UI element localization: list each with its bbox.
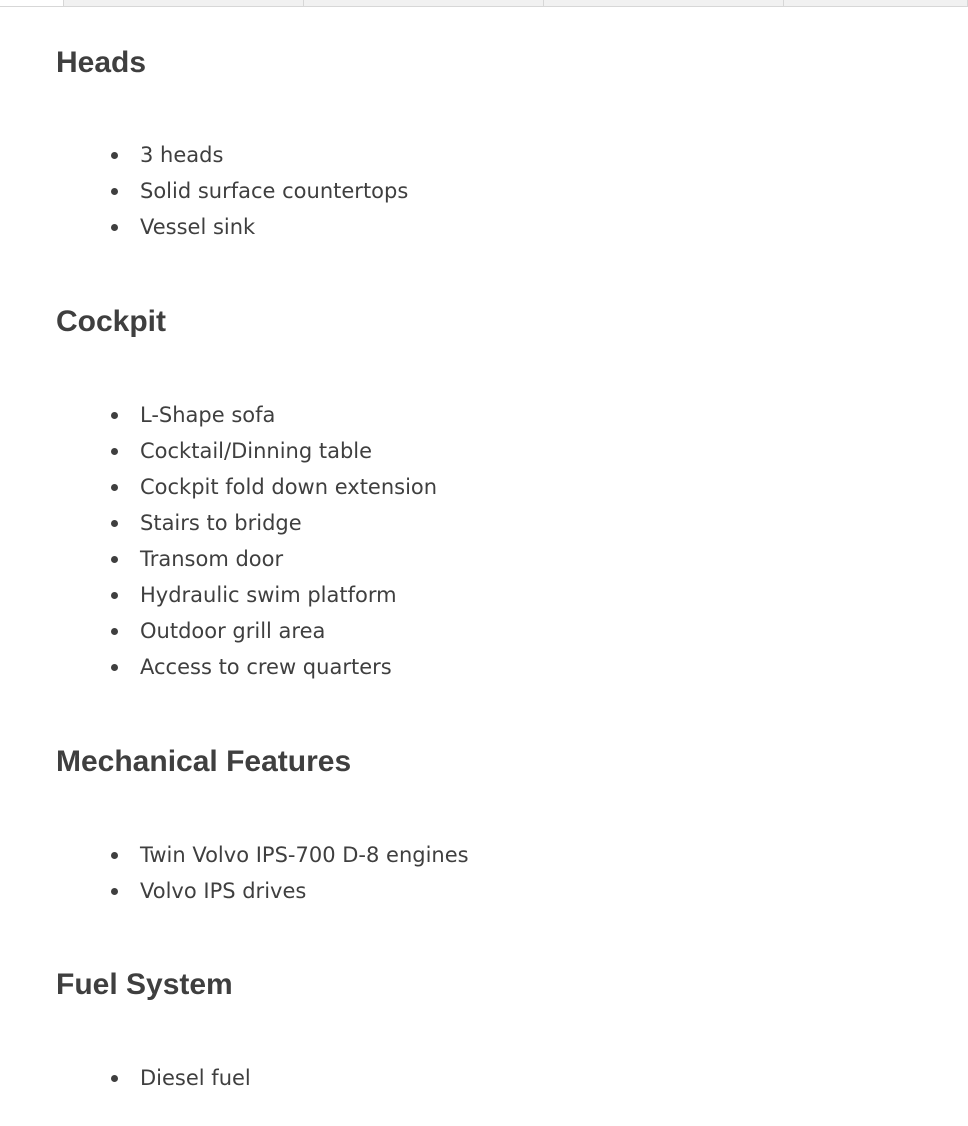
list-item-label: Volvo IPS drives: [140, 879, 307, 903]
bullet-icon: [111, 664, 118, 671]
bullet-icon: [111, 412, 118, 419]
bullet-icon: [111, 592, 118, 599]
list-item-label: L-Shape sofa: [140, 403, 276, 427]
bullet-icon: [111, 520, 118, 527]
bullet-icon: [111, 852, 118, 859]
heads-list: [0, 137, 408, 245]
list-item: [0, 613, 437, 649]
list-item: [0, 505, 437, 541]
cockpit-list: [0, 397, 437, 685]
list-item-label: Transom door: [140, 547, 284, 571]
bullet-icon: [111, 484, 118, 491]
list-item-label: Vessel sink: [140, 215, 256, 239]
list-item: [0, 577, 437, 613]
bullet-icon: [111, 152, 118, 159]
list-item-label: Solid surface countertops: [140, 179, 409, 203]
tab-5[interactable]: [784, 0, 968, 6]
list-item: [0, 209, 408, 245]
list-item: [0, 649, 437, 685]
list-item-label: Diesel fuel: [140, 1066, 251, 1090]
list-item-label: Twin Volvo IPS-700 D-8 engines: [140, 843, 469, 867]
list-item-label: Stairs to bridge: [140, 511, 302, 535]
list-item: [0, 397, 437, 433]
list-item: [0, 1060, 251, 1096]
section-title-cockpit: Cockpit: [56, 305, 167, 338]
bullet-icon: [111, 448, 118, 455]
list-item: [0, 873, 469, 909]
fuel-system-list: [0, 1060, 251, 1096]
tab-3[interactable]: [304, 0, 544, 6]
list-item: [0, 469, 437, 505]
section-title-fuel-system: Fuel System: [56, 968, 233, 1001]
bullet-icon: [111, 888, 118, 895]
list-item: [0, 137, 408, 173]
section-title-heads: Heads: [56, 46, 147, 79]
mechanical-features-list: [0, 837, 469, 909]
section-title-mechanical-features: Mechanical Features: [56, 745, 352, 778]
bullet-icon: [111, 224, 118, 231]
list-item: [0, 541, 437, 577]
bullet-icon: [111, 188, 118, 195]
tab-1[interactable]: [0, 0, 64, 6]
list-item: [0, 837, 469, 873]
tab-strip: [0, 0, 968, 7]
list-item-label: Access to crew quarters: [140, 655, 392, 679]
tab-4[interactable]: [544, 0, 784, 6]
list-item-label: Cocktail/Dinning table: [140, 439, 373, 463]
list-item: [0, 433, 437, 469]
list-item-label: Hydraulic swim platform: [140, 583, 397, 607]
bullet-icon: [111, 556, 118, 563]
tab-2[interactable]: [64, 0, 304, 6]
list-item-label: Cockpit fold down extension: [140, 475, 438, 499]
list-item: [0, 173, 408, 209]
bullet-icon: [111, 1075, 118, 1082]
bullet-icon: [111, 628, 118, 635]
list-item-label: 3 heads: [140, 143, 224, 167]
list-item-label: Outdoor grill area: [140, 619, 326, 643]
